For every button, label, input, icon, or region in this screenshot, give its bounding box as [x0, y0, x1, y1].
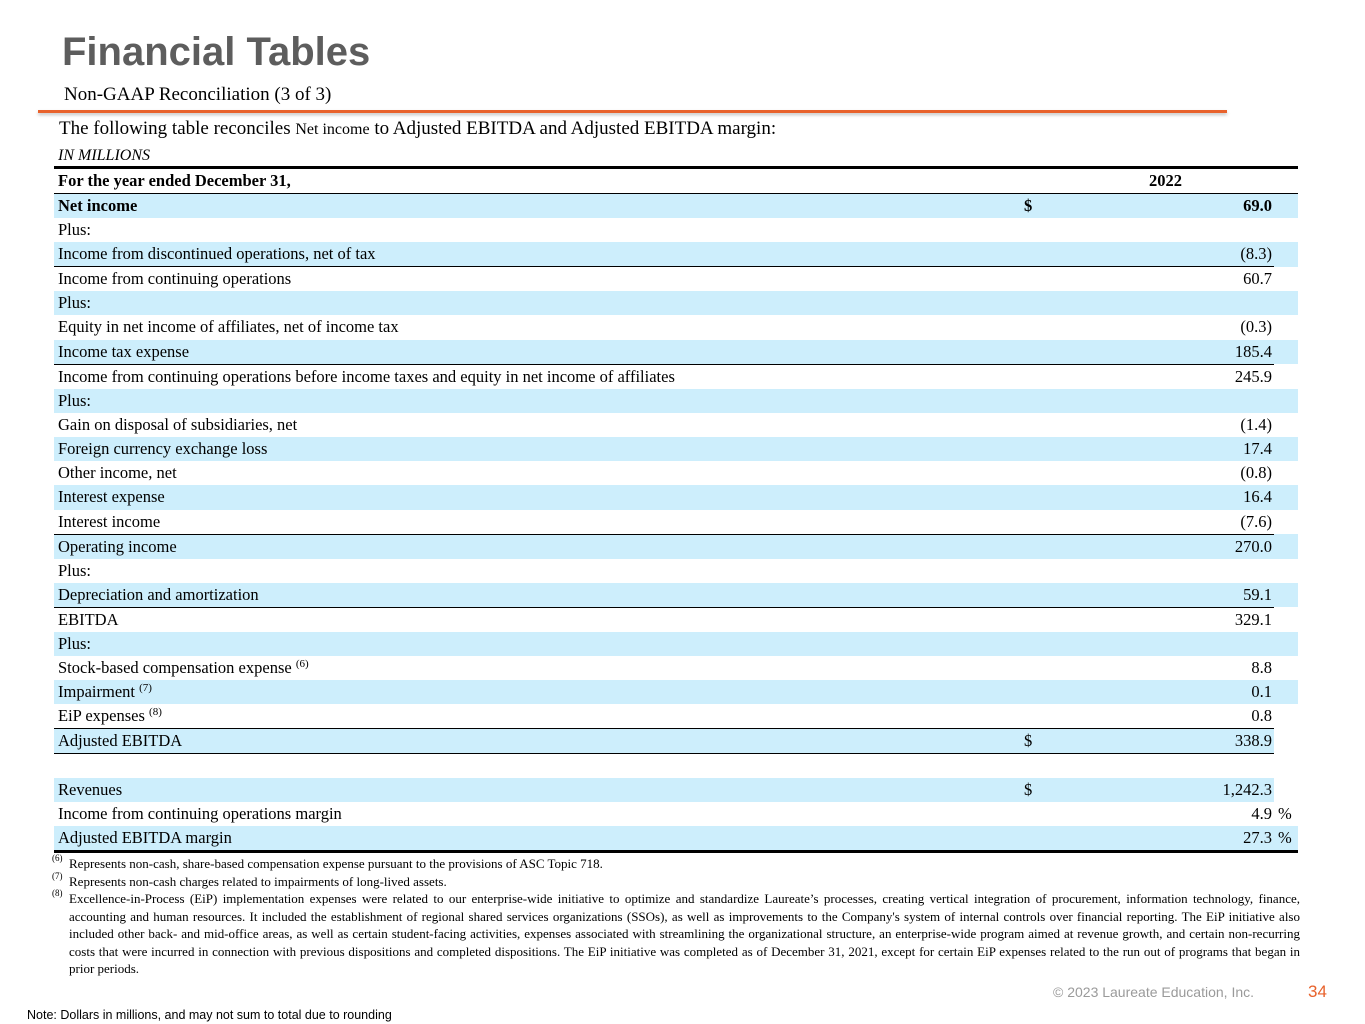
reconciliation-table — [54, 166, 1298, 853]
table-row — [54, 242, 1298, 267]
row-value: 27.3 — [1084, 826, 1274, 852]
table-row — [54, 583, 1298, 608]
row-label: Equity in net income of affiliates, net of income tax — [58, 317, 399, 337]
table-row — [54, 194, 1298, 219]
row-pct: % — [1274, 826, 1298, 852]
row-label: Income from continuing operations before income taxes and equity in net income of affiliates — [58, 366, 675, 386]
row-value: (1.4) — [1240, 414, 1272, 434]
row-value: 329.1 — [1234, 609, 1272, 629]
table-row — [54, 413, 1298, 437]
row-label: EiP expenses $^{(8)}$ — [54, 704, 1024, 729]
intro-net-income: Net income — [295, 121, 370, 138]
table-row — [54, 510, 1298, 535]
table-row — [54, 437, 1298, 461]
table-row — [54, 461, 1298, 485]
table-row — [54, 267, 1298, 292]
units-label: IN MILLIONS — [58, 147, 151, 164]
table-row — [54, 826, 1298, 852]
row-value: (0.3) — [1240, 317, 1272, 337]
footnote: (8) Excellence-in-Process (EiP) implementation expenses were related to our enterprise-wide initiative to optimize and standardize Laureate’s processes, creating vertical integration of procurement, information technology, finance, accounting and human resources. It included the establishment of regional shared services organizations (SSOs), as well as improvements to the Company's system of internal controls over financial reporting. The EiP initiative also included other back- and mid-office areas, as well as certain student-facing activities, expenses associated with streamlining the organizational structure, an enterprise-wide program aimed at revenue growth, and certain non-recurring costs that were incurred in connection with previous dispositions and completed dispositions. The EiP initiative was completed as of December 31, 2021, except for certain EiP expenses related to the run out of programs that began in prior periods. — [52, 888, 1300, 976]
table-row — [54, 364, 1298, 389]
row-label: Foreign currency exchange loss — [54, 437, 1024, 461]
page-number: 34 — [1308, 982, 1327, 1001]
table-row — [54, 729, 1298, 754]
row-label: Depreciation and amortization — [54, 583, 1024, 608]
table-row — [54, 485, 1298, 509]
table-header-row — [54, 168, 1298, 194]
row-label: Plus: — [58, 220, 92, 240]
row-label: Plus: — [54, 291, 1024, 315]
table-row — [54, 534, 1298, 559]
row-label: Income from continuing operations — [58, 269, 292, 289]
row-label: Stock-based compensation expense $^{(6)}$ — [58, 657, 309, 677]
table-row — [54, 704, 1298, 729]
footnote-text: Represents non-cash charges related to impairments of long-lived assets. — [69, 873, 447, 889]
row-label: Interest income — [54, 510, 1024, 535]
footnote-text: Excellence-in-Process (EiP) implementation expenses were related to our enterprise-wide initiative to optimize and standardize Laureate’s processes, creating vertical integration of procurement, information technology, finance, accounting and human resources. It included the establishment of regional shared services organizations (SSOs), as well as improvements to the Company's system of internal controls over financial reporting. The EiP initiative also included other back- and mid-office areas, as well as certain student-facing activities, expenses associated with streamlining the organizational structure, an enterprise-wide program aimed at revenue growth, and certain non-recurring costs that were incurred in connection with previous dispositions and completed dispositions. The EiP initiative was completed as of December 31, 2021, except for certain EiP expenses related to the run out of programs that began in prior periods. — [69, 891, 1300, 976]
row-label: Income tax expense — [54, 340, 1024, 365]
table-row — [54, 607, 1298, 632]
row-value: 338.9 — [1084, 729, 1274, 754]
row-value: (0.8) — [1240, 463, 1272, 483]
table-row — [54, 315, 1298, 339]
row-label: Other income, net — [58, 463, 177, 483]
row-label: Operating income — [54, 534, 1024, 559]
footnote-ref: (8) — [149, 706, 162, 719]
table-row — [54, 559, 1298, 583]
spacer-row — [54, 754, 1298, 778]
row-value: 185.4 — [1084, 340, 1274, 365]
row-value: 270.0 — [1084, 534, 1274, 559]
footnote: (6) Represents non-cash, share-based compensation expense pursuant to the provisions of ASC Topic 718. — [52, 853, 603, 871]
row-label: Adjusted EBITDA margin — [54, 826, 1024, 852]
table-row — [54, 291, 1298, 315]
footnotes — [52, 855, 1300, 978]
row-dollar: $ — [1024, 729, 1084, 754]
table-row — [54, 778, 1298, 802]
footnote: (7) Represents non-cash charges related to impairments of long-lived assets. — [52, 870, 447, 889]
row-dollar: $ — [1024, 778, 1084, 802]
copyright: © 2023 Laureate Education, Inc. — [1053, 984, 1255, 1000]
row-value: 245.9 — [1234, 366, 1272, 386]
row-value: 0.8 — [1084, 704, 1274, 729]
table-row — [54, 680, 1298, 704]
row-pct: % — [1278, 804, 1292, 824]
row-value: 69.0 — [1084, 194, 1274, 219]
header-label: For the year ended December 31, — [54, 168, 1024, 194]
title-divider — [38, 110, 1227, 113]
intro-part2: to Adjusted EBITDA and Adjusted EBITDA margin: — [369, 118, 777, 139]
row-label: EBITDA — [58, 609, 119, 629]
header-year: 2022 — [1084, 168, 1298, 194]
row-dollar: $ — [1024, 194, 1084, 219]
table-row — [54, 389, 1298, 413]
row-label: Income from discontinued operations, net of tax — [54, 242, 1024, 267]
row-value: (8.3) — [1084, 242, 1274, 267]
table-row — [54, 340, 1298, 365]
table-row — [54, 802, 1298, 826]
table-row — [54, 632, 1298, 656]
row-value: 17.4 — [1084, 437, 1274, 461]
row-value: 0.1 — [1084, 680, 1274, 704]
footnote-ref: (6) — [295, 657, 309, 670]
row-label: Impairment $^{(7)}$ — [54, 680, 1024, 704]
row-label: Plus: — [54, 389, 1024, 413]
row-value: 59.1 — [1084, 583, 1274, 608]
row-label: Income from continuing operations margin — [58, 804, 342, 824]
row-value: 8.8 — [1251, 657, 1272, 677]
page-title: Financial Tables — [62, 30, 371, 74]
table-row — [54, 218, 1298, 242]
row-value: 4.9 — [1251, 804, 1272, 824]
row-label: Plus: — [54, 632, 1024, 656]
row-label: Revenues — [54, 778, 1024, 802]
row-value: 1,242.3 — [1084, 778, 1274, 802]
row-value: 16.4 — [1084, 485, 1274, 509]
page-subtitle: Non-GAAP Reconciliation (3 of 3) — [64, 84, 332, 105]
intro-text — [59, 118, 776, 140]
footnote-text: Represents non-cash, share-based compensation expense pursuant to the provisions of ASC Topic 718. — [69, 856, 603, 871]
row-label: Net income — [54, 194, 1024, 219]
row-label: Gain on disposal of subsidiaries, net — [58, 414, 298, 434]
footnote-ref: (7) — [139, 682, 152, 695]
row-value: (7.6) — [1084, 510, 1274, 535]
intro-part1: The following table reconciles — [59, 118, 296, 139]
table-row — [54, 656, 1298, 680]
rounding-note: Note: Dollars in millions, and may not sum to total due to rounding — [27, 1008, 392, 1022]
row-value: 60.7 — [1243, 269, 1272, 289]
row-label: Plus: — [58, 560, 92, 580]
row-label: Interest expense — [54, 485, 1024, 509]
row-label: Adjusted EBITDA — [54, 729, 1024, 754]
